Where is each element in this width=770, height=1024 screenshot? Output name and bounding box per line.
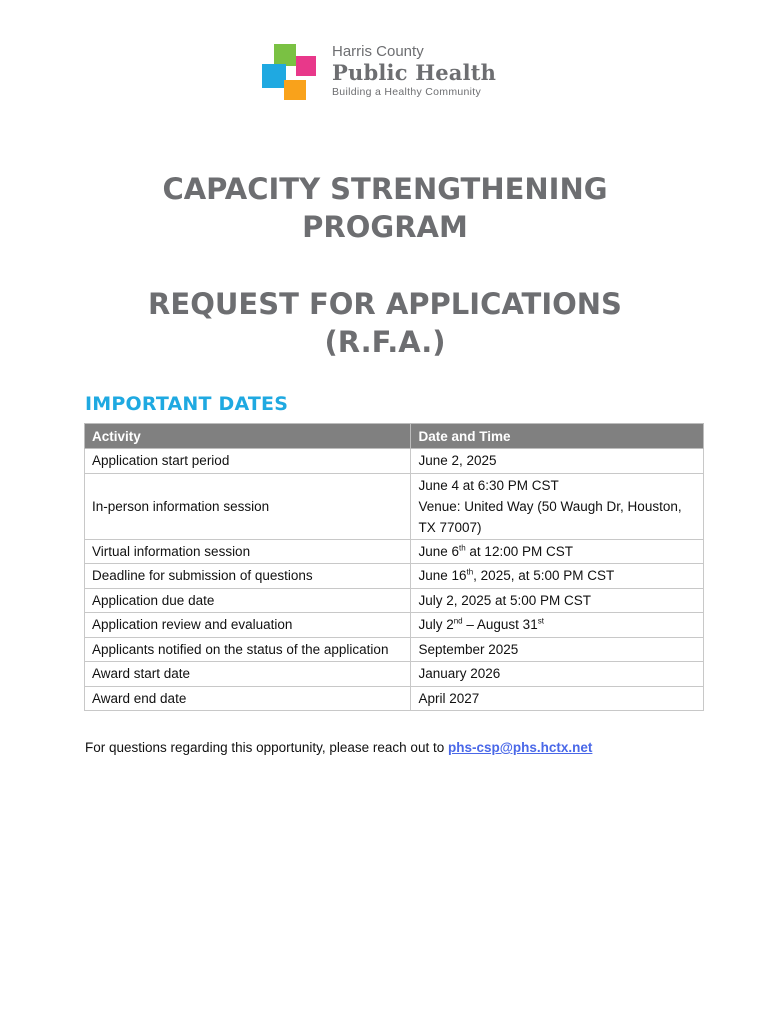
- date-text: June 16: [418, 568, 467, 584]
- rfa-title-line1: REQUEST FOR APPLICATIONS: [148, 287, 622, 321]
- table-row: [85, 613, 704, 638]
- logo-orange-square: [284, 80, 306, 100]
- important-dates-heading: IMPORTANT DATES: [85, 393, 289, 415]
- logo-pink-square: [296, 56, 316, 76]
- logo-org-name: Public Health: [332, 60, 497, 85]
- date-ordinal: nd: [453, 616, 463, 626]
- date-cell: [411, 539, 704, 564]
- table-row: [85, 686, 704, 711]
- date-text: at 12:00 PM CST: [465, 543, 573, 559]
- activity-cell: In-person information session: [85, 473, 411, 539]
- date-ordinal: st: [537, 616, 544, 626]
- program-title: [0, 170, 770, 246]
- date-cell: [411, 613, 704, 638]
- date-text: June 6: [418, 543, 459, 559]
- date-cell: July 2, 2025 at 5:00 PM CST: [411, 588, 704, 613]
- table-row: [85, 564, 704, 589]
- date-cell: September 2025: [411, 637, 704, 662]
- date-cell: [411, 473, 704, 539]
- program-title-line1: CAPACITY STRENGTHENING: [162, 172, 608, 206]
- table-row: [85, 539, 704, 564]
- rfa-title-line2: (R.F.A.): [324, 325, 446, 359]
- date-cell: [411, 564, 704, 589]
- activity-cell: Award start date: [85, 662, 411, 687]
- date-line: June 4 at 6:30 PM CST: [418, 477, 559, 493]
- activity-cell: Application review and evaluation: [85, 613, 411, 638]
- table-row: [85, 662, 704, 687]
- hcph-logo: [262, 44, 512, 104]
- logo-blue-square: [262, 64, 286, 88]
- logo-tagline: Building a Healthy Community: [332, 86, 482, 98]
- activity-cell: Application due date: [85, 588, 411, 613]
- table-row: [85, 449, 704, 474]
- logo-org-county: Harris County: [332, 43, 424, 60]
- date-cell: June 2, 2025: [411, 449, 704, 474]
- date-ordinal: th: [466, 567, 474, 577]
- rfa-title: [0, 285, 770, 361]
- activity-cell: Application start period: [85, 449, 411, 474]
- table-row: [85, 637, 704, 662]
- logo-mark-icon: [262, 44, 318, 102]
- date-line: TX 77007): [418, 519, 482, 535]
- date-text: July 2: [418, 617, 454, 633]
- contact-text: For questions regarding this opportunity, please reach out to: [85, 740, 448, 755]
- date-cell: January 2026: [411, 662, 704, 687]
- program-title-line2: PROGRAM: [302, 210, 468, 244]
- date-ordinal: th: [459, 543, 466, 553]
- date-text: – August 31: [462, 617, 538, 633]
- activity-cell: Award end date: [85, 686, 411, 711]
- activity-cell: Applicants notified on the status of the application: [85, 637, 411, 662]
- important-dates-table: [84, 423, 704, 711]
- logo-green-square: [274, 44, 296, 66]
- table-row: [85, 473, 704, 539]
- activity-cell: Virtual information session: [85, 539, 411, 564]
- table-header-row: [85, 424, 704, 449]
- contact-email-link[interactable]: phs-csp@phs.hctx.net: [447, 740, 593, 755]
- column-header-activity: Activity: [85, 424, 411, 449]
- table-row: [85, 588, 704, 613]
- contact-note: [85, 740, 592, 755]
- logo-text: [332, 44, 496, 98]
- activity-cell: Deadline for submission of questions: [85, 564, 411, 589]
- date-text: , 2025, at 5:00 PM CST: [473, 568, 615, 584]
- date-line: Venue: United Way (50 Waugh Dr, Houston,: [418, 498, 682, 514]
- column-header-date: Date and Time: [411, 424, 704, 449]
- date-cell: April 2027: [411, 686, 704, 711]
